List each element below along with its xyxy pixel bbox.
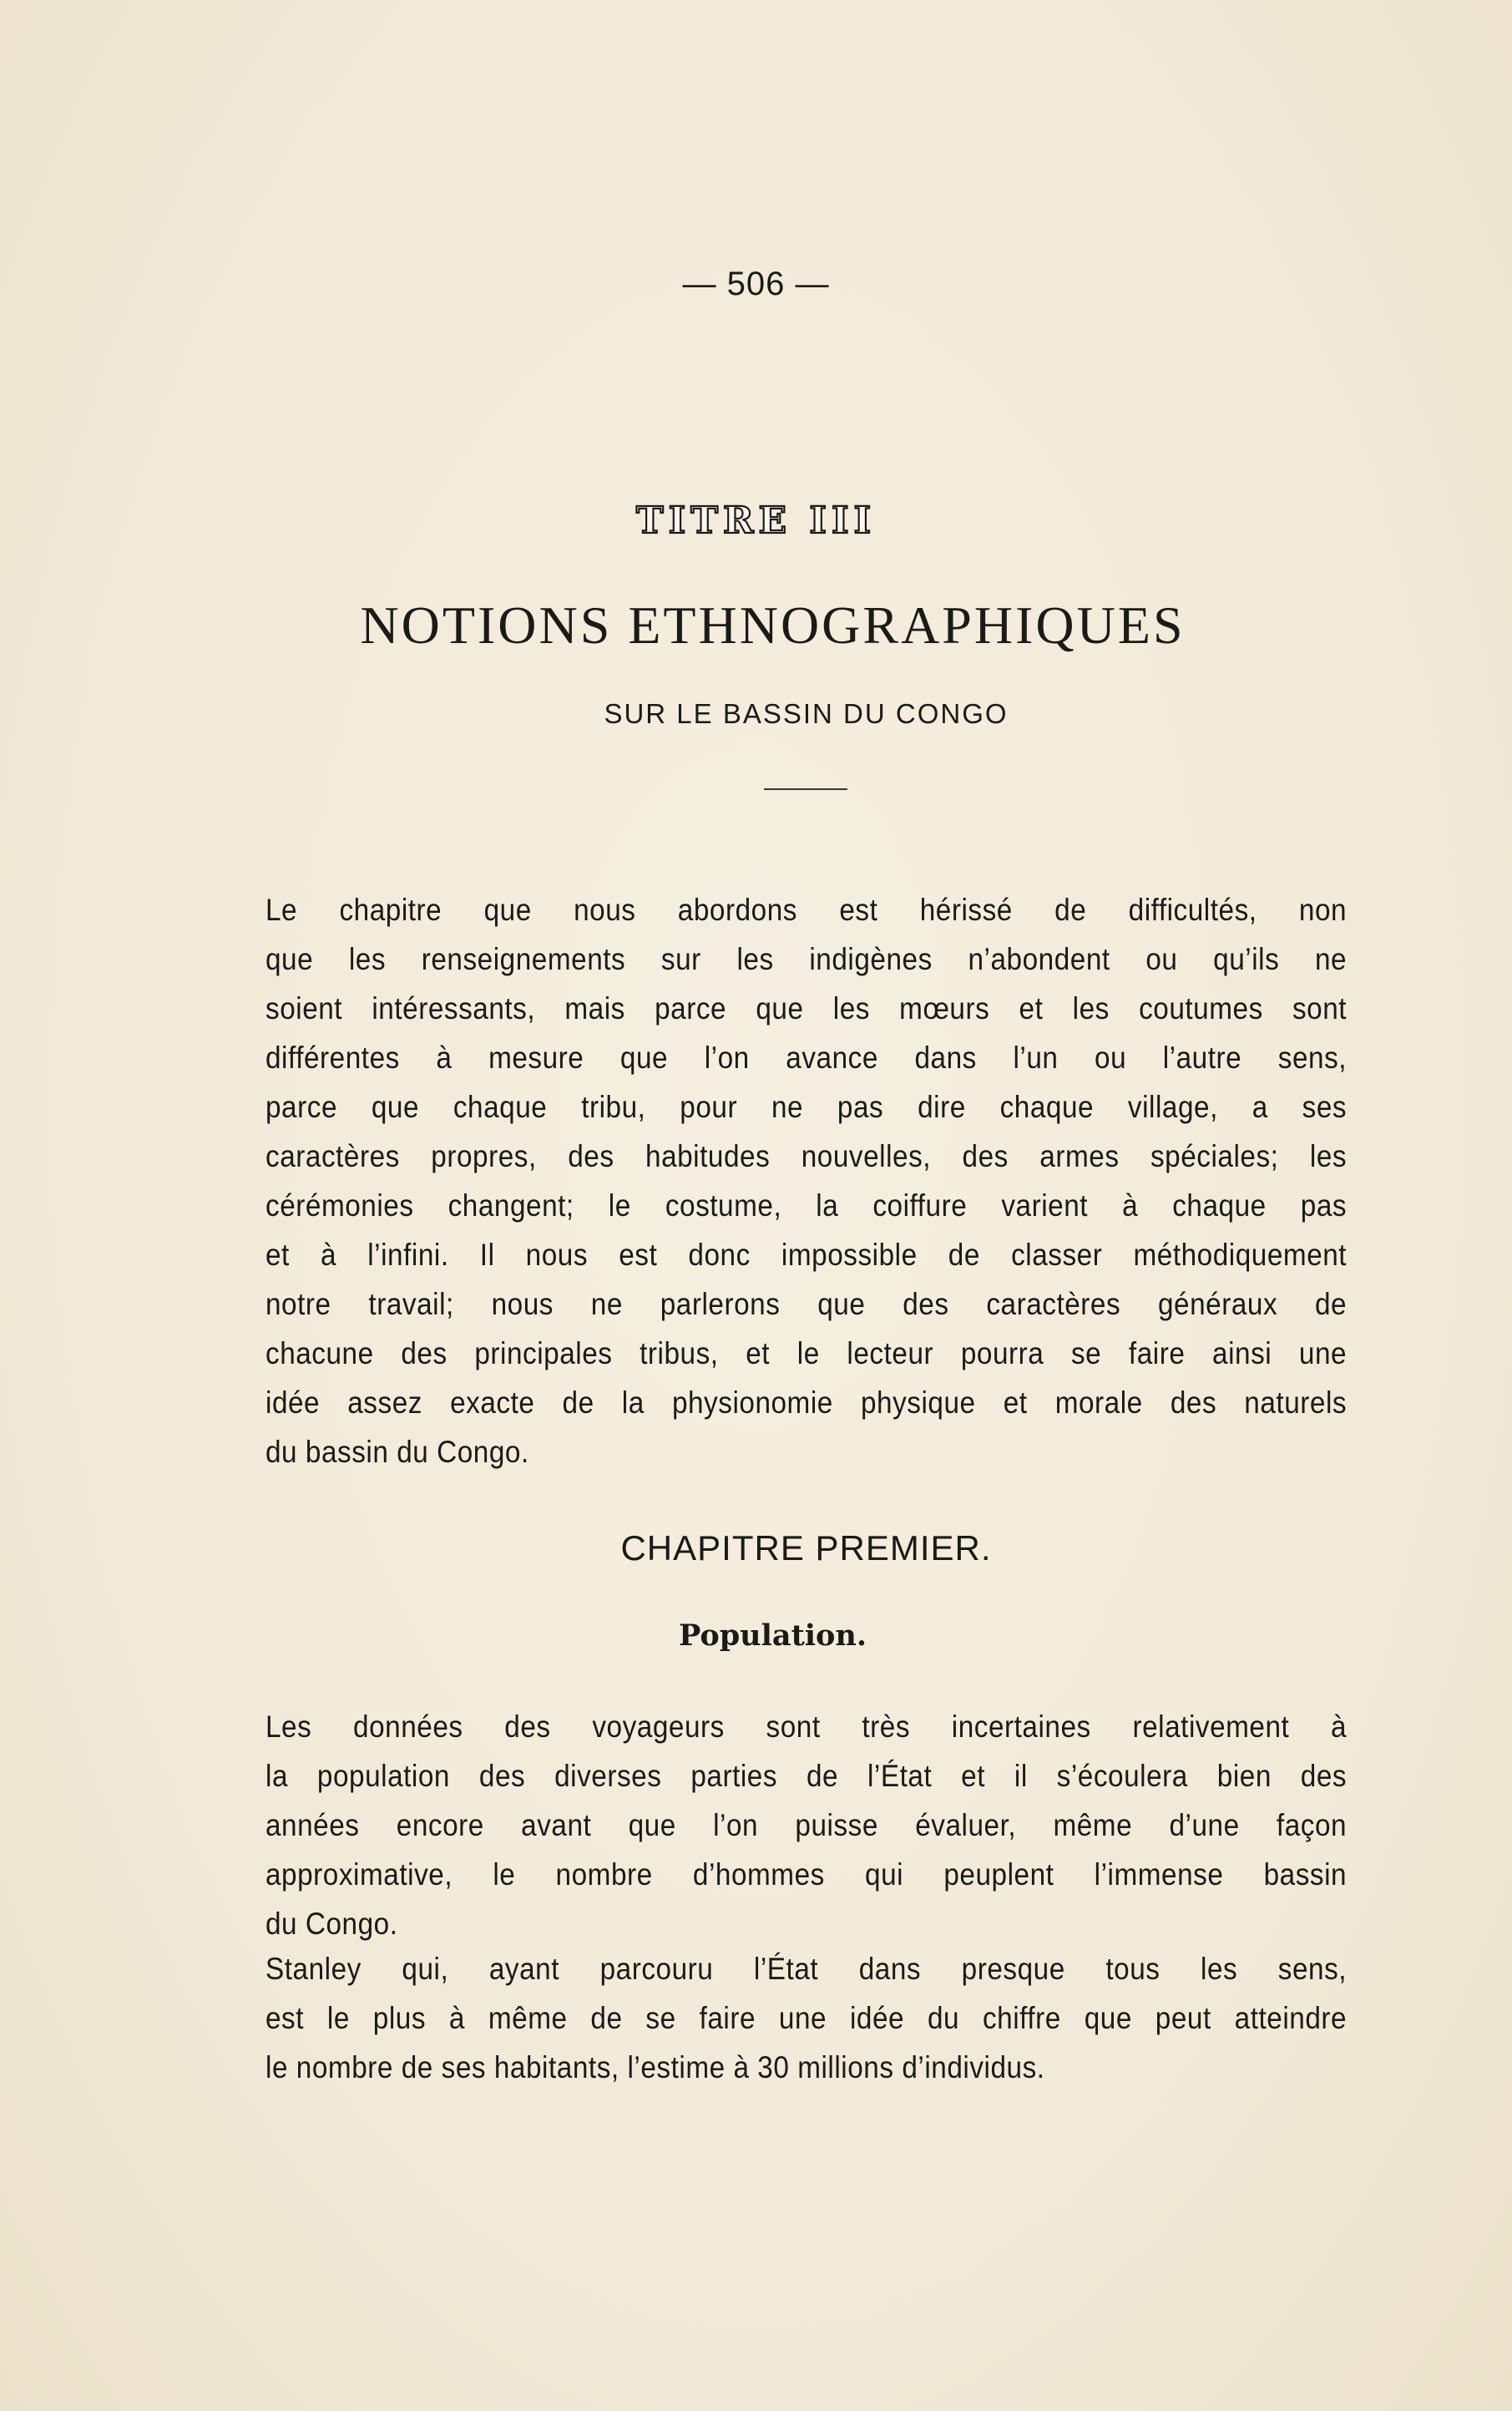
paragraph-line: idée assez exacte de la physionomie physique et morale des naturels bbox=[265, 1385, 1348, 1420]
paragraph-line: approximative, le nombre d’hommes qui peuplent l’immense bassin bbox=[265, 1857, 1348, 1892]
paragraph-line: différentes à mesure que l’on avance dans l’un ou l’autre sens, bbox=[265, 1041, 1348, 1075]
paragraph-line: et à l’infini. Il nous est donc impossible de classer méthodiquement bbox=[265, 1238, 1348, 1272]
title-divider bbox=[764, 788, 847, 790]
paragraph-line: chacune des principales tribus, et le lecteur pourra se faire ainsi une bbox=[265, 1336, 1348, 1370]
chapter-title: CHAPITRE PREMIER. bbox=[620, 1528, 992, 1568]
paragraph-line: Le chapitre que nous abordons est hérissé de difficultés, non bbox=[265, 893, 1348, 927]
page-title: NOTIONS ETHNOGRAPHIQUES bbox=[360, 595, 1186, 655]
paragraph-line: années encore avant que l’on puisse évaluer, même d’une façon bbox=[265, 1808, 1348, 1842]
paragraph-line: caractères propres, des habitudes nouvelles, des armes spéciales; les bbox=[265, 1139, 1348, 1173]
paragraph-line: le nombre de ses habitants, l’estime à 30 millions d’individus. bbox=[265, 2050, 1045, 2084]
paragraph-line: parce que chaque tribu, pour ne pas dire chaque village, a ses bbox=[265, 1090, 1348, 1124]
paragraph-line: Les données des voyageurs sont très incertaines relativement à bbox=[265, 1709, 1348, 1744]
paragraph-line: soient intéressants, mais parce que les mœurs et les coutumes sont bbox=[265, 991, 1348, 1026]
paragraph-line: du Congo. bbox=[265, 1907, 398, 1941]
page-subtitle: SUR LE BASSIN DU CONGO bbox=[604, 698, 1009, 729]
paragraph-line: que les renseignements sur les indigènes n’abondent ou qu’ils ne bbox=[265, 942, 1348, 976]
paragraph-line: la population des diverses parties de l’État et il s’écoulera bien des bbox=[265, 1759, 1348, 1793]
paragraph-line: du bassin du Congo. bbox=[265, 1435, 529, 1469]
paragraph-line: notre travail; nous ne parlerons que des caractères généraux de bbox=[265, 1287, 1348, 1321]
intro-paragraph bbox=[265, 885, 1348, 1476]
population-paragraph-1 bbox=[265, 1702, 1348, 1948]
page-number: — 506 — bbox=[682, 266, 830, 302]
paragraph-line: est le plus à même de se faire une idée du chiffre que peut atteindre bbox=[265, 2001, 1348, 2035]
part-heading: TITRE III bbox=[635, 499, 877, 542]
section-title: Population. bbox=[678, 1618, 867, 1653]
population-paragraph-2 bbox=[265, 1944, 1348, 2092]
paragraph-line: cérémonies changent; le costume, la coiffure varient à chaque pas bbox=[265, 1188, 1348, 1223]
paragraph-line: Stanley qui, ayant parcouru l’État dans presque tous les sens, bbox=[265, 1952, 1348, 1986]
